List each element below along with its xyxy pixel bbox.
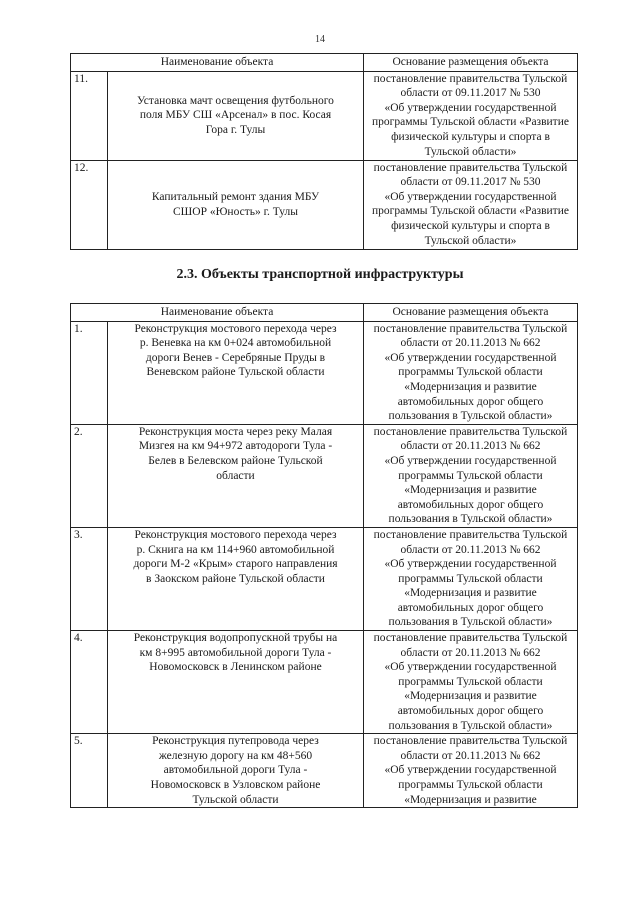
- placement-basis-cell: [364, 527, 578, 630]
- placement-basis-line: «Модернизация и развитие: [404, 484, 537, 497]
- placement-basis-line: области от 20.11.2013 № 662: [400, 646, 541, 659]
- placement-basis-line: постановление правительства Тульской: [373, 72, 568, 85]
- row-number: 11.: [71, 71, 108, 160]
- placement-basis-line: постановление правительства Тульской: [373, 735, 568, 748]
- placement-basis-line: физической культуры и спорта в: [391, 130, 550, 143]
- row-number: 5.: [71, 734, 108, 808]
- placement-basis-line: программы Тульской области: [398, 366, 543, 379]
- placement-basis-line: «Модернизация и развитие: [404, 690, 537, 703]
- placement-basis-cell: [364, 321, 578, 424]
- object-name-line: СШОР «Юность» г. Тулы: [173, 205, 298, 218]
- object-name-cell: [108, 631, 364, 734]
- table-row: [71, 734, 578, 808]
- placement-basis-line: «Об утверждении государственной: [384, 190, 557, 203]
- placement-basis-line: области от 20.11.2013 № 662: [400, 749, 541, 762]
- placement-basis-line: «Модернизация и развитие: [404, 793, 537, 806]
- placement-basis-line: Тульской области»: [424, 234, 517, 247]
- placement-basis-line: «Об утверждении государственной: [384, 351, 557, 364]
- object-name-line: Установка мачт освещения футбольного: [137, 94, 334, 107]
- placement-basis-line: программы Тульской области: [398, 469, 543, 482]
- column-header-name: Наименование объекта: [71, 304, 364, 322]
- object-name-line: Реконструкция моста через реку Малая: [138, 425, 333, 438]
- row-number: 12.: [71, 160, 108, 249]
- placement-basis-line: постановление правительства Тульской: [373, 161, 568, 174]
- table-header-row: [71, 54, 578, 72]
- placement-basis-line: автомобильных дорог общего: [397, 395, 544, 408]
- object-name-line: Капитальный ремонт здания МБУ: [151, 191, 320, 203]
- placement-basis-line: «Об утверждении государственной: [384, 661, 557, 674]
- placement-basis-line: области от 09.11.2017 № 530: [400, 176, 541, 189]
- object-name-line: поля МБУ СШ «Арсенал» в пос. Косая: [139, 109, 332, 122]
- object-name-line: Веневском районе Тульской области: [146, 366, 325, 379]
- placement-basis-line: автомобильных дорог общего: [397, 705, 544, 718]
- table-header-row: [71, 304, 578, 322]
- column-header-basis: Основание размещения объекта: [364, 304, 578, 322]
- object-name-cell: [108, 527, 364, 630]
- object-name-line: Реконструкция мостового перехода через: [134, 322, 337, 335]
- object-name-line: дороги Венев - Серебряные Пруды в: [145, 351, 326, 364]
- placement-basis-line: области от 20.11.2013 № 662: [400, 440, 541, 453]
- placement-basis-cell: [364, 631, 578, 734]
- row-number: 1.: [71, 321, 108, 424]
- placement-basis-line: «Модернизация и развитие: [404, 380, 537, 393]
- object-name-line: Мизгея на км 94+972 автодороги Тула -: [138, 440, 333, 453]
- placement-basis-cell: [364, 160, 578, 249]
- object-name-line: Реконструкция водопропускной трубы на: [133, 632, 338, 645]
- placement-basis-cell: [364, 424, 578, 527]
- row-number: 2.: [71, 424, 108, 527]
- placement-basis-cell: [364, 734, 578, 808]
- object-name-line: Реконструкция путепровода через: [152, 735, 319, 748]
- object-name-line: Реконструкция мостового перехода через: [134, 528, 337, 541]
- placement-basis-line: Тульской области»: [424, 145, 517, 158]
- placement-basis-line: постановление правительства Тульской: [373, 425, 568, 438]
- table-row: [71, 527, 578, 630]
- table-row: [71, 160, 578, 249]
- object-name-cell: [108, 734, 364, 808]
- table-row: [71, 631, 578, 734]
- object-name-line: Новомосковск в Узловском районе: [150, 779, 321, 791]
- placement-basis-line: программы Тульской области: [398, 675, 543, 688]
- placement-basis-line: программы Тульской области: [398, 779, 543, 791]
- placement-basis-line: области от 20.11.2013 № 662: [400, 337, 541, 350]
- placement-basis-line: области от 20.11.2013 № 662: [400, 543, 541, 556]
- placement-basis-line: физической культуры и спорта в: [391, 219, 550, 232]
- object-name-cell: [108, 71, 364, 160]
- placement-basis-line: пользования в Тульской области»: [388, 616, 553, 629]
- placement-basis-line: «Об утверждении государственной: [384, 764, 557, 777]
- sport-objects-table: [70, 53, 578, 250]
- column-header-name: Наименование объекта: [71, 54, 364, 72]
- row-number: 3.: [71, 527, 108, 630]
- placement-basis-line: «Об утверждении государственной: [384, 454, 557, 467]
- object-name-line: Гора г. Тулы: [205, 123, 266, 136]
- object-name-cell: [108, 424, 364, 527]
- object-name-cell: [108, 321, 364, 424]
- placement-basis-line: постановление правительства Тульской: [373, 322, 568, 335]
- table-row: [71, 71, 578, 160]
- object-name-line: автомобильной дороги Тула -: [163, 764, 308, 777]
- placement-basis-line: пользования в Тульской области»: [388, 513, 553, 526]
- object-name-line: р. Скнига на км 114+960 автомобильной: [136, 543, 335, 556]
- row-number: 4.: [71, 631, 108, 734]
- table-row: [71, 321, 578, 424]
- placement-basis-line: программы Тульской области: [398, 572, 543, 585]
- placement-basis-line: пользования в Тульской области»: [388, 719, 553, 732]
- object-name-line: дороги М-2 «Крым» старого направления: [133, 558, 338, 571]
- placement-basis-line: области от 09.11.2017 № 530: [400, 87, 541, 100]
- object-name-line: в Заокском районе Тульской области: [146, 572, 325, 585]
- section-heading: 2.3. Объекты транспортной инфраструктуры: [176, 267, 464, 282]
- object-name-line: Тульской области: [192, 793, 279, 806]
- object-name-line: р. Веневка на км 0+024 автомобильной: [139, 337, 332, 350]
- placement-basis-line: «Об утверждении государственной: [384, 101, 557, 114]
- column-header-basis: Основание размещения объекта: [364, 54, 578, 72]
- transport-objects-table: [70, 303, 578, 808]
- object-name-line: Белев в Белевском районе Тульской: [148, 454, 323, 467]
- placement-basis-line: программы Тульской области «Развитие: [372, 116, 569, 129]
- placement-basis-line: автомобильных дорог общего: [397, 498, 544, 511]
- object-name-line: км 8+995 автомобильной дороги Тула -: [139, 646, 332, 659]
- placement-basis-line: «Модернизация и развитие: [404, 587, 537, 600]
- object-name-line: Новомосковск в Ленинском районе: [149, 661, 322, 674]
- table-row: [71, 424, 578, 527]
- placement-basis-line: постановление правительства Тульской: [373, 632, 568, 645]
- page-number: 14: [315, 34, 325, 45]
- placement-basis-line: автомобильных дорог общего: [397, 601, 544, 614]
- object-name-line: железную дорогу на км 48+560: [158, 749, 313, 762]
- placement-basis-cell: [364, 71, 578, 160]
- placement-basis-line: пользования в Тульской области»: [388, 410, 553, 423]
- placement-basis-line: «Об утверждении государственной: [384, 558, 557, 571]
- object-name-cell: [108, 160, 364, 249]
- placement-basis-line: постановление правительства Тульской: [373, 528, 568, 541]
- placement-basis-line: программы Тульской области «Развитие: [372, 205, 569, 218]
- object-name-line: области: [216, 469, 255, 482]
